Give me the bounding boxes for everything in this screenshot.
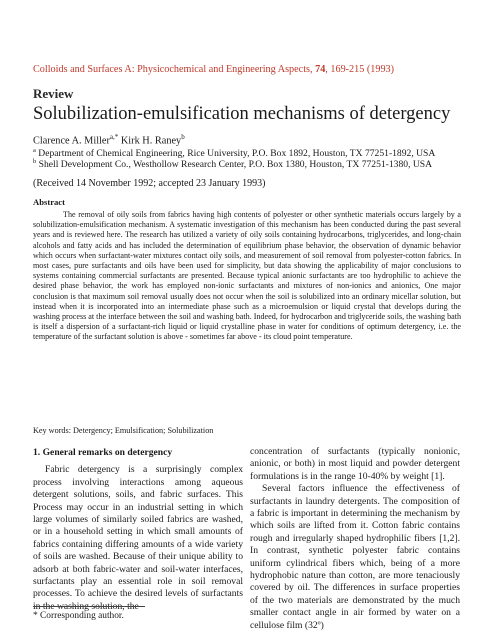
journal-volume: 74 bbox=[315, 64, 326, 75]
paper-title: Solubilization-emulsification mechanisms of detergency bbox=[33, 104, 451, 124]
body-paragraph: Fabric detergency is a surprisingly complex process involving interactions among aqueous detergent solutions, soils, and fabric surfaces. This Process may occur in an industrial setting in which large volumes of similarly soiled fabrics are washed, or in a household setting in which small amounts of fabrics containing differing amounts of a wide variety of soils are washed. Because of their unique ability to adsorb at both fabric-water and soil-water interfaces, surfactants play an essential role in soil removal processes. To achieve the desired levels of surfactants in the washing solution, the bbox=[33, 464, 243, 612]
affiliation-text: Department of Chemical Engineering, Rice University, P.O. Box 1892, Houston, TX 77251-1892, USA bbox=[35, 148, 436, 160]
corresponding-author-footnote: * Corresponding author. bbox=[33, 611, 124, 621]
received-dates: (Received 14 November 1992; accepted 23 January 1993) bbox=[33, 178, 266, 189]
body-paragraph: Several factors influence the effectiveness of surfactants in laundry detergents. The composition of a fabric is important in determining the mechanism by which soils are lifted from it. Cotton fabric contains rough and irregularly shaped hydrophilic fibers [1,2]. In contrast, synthetic polyester fabric contains uniform cylindrical fibers which, being of a more hydrophobic nature than cotton, are more tenaciously covered by oil. The differences in surface properties of the two materials are demonstrated by the much smaller contact angle in air formed by water on a cellulose film (32º) bbox=[250, 483, 460, 631]
article-type-label: Review bbox=[33, 86, 74, 101]
section-heading: 1. General remarks on detergency bbox=[33, 447, 173, 458]
footnote-divider bbox=[33, 606, 145, 607]
body-column-right bbox=[250, 446, 460, 632]
abstract-heading: Abstract bbox=[33, 197, 65, 207]
journal-citation bbox=[33, 64, 473, 75]
author-affiliation-mark: b bbox=[181, 133, 185, 141]
journal-name: Colloids and Surfaces A: Physicochemical and Engineering Aspects, bbox=[33, 64, 313, 75]
author-affiliation-mark: a,* bbox=[109, 133, 119, 141]
affiliation-b bbox=[33, 156, 483, 170]
author-name: Kirk H. Raney bbox=[118, 135, 182, 147]
body-column-left bbox=[33, 447, 243, 613]
body-paragraph: concentration of surfactants (typically nonionic, anionic, or both) in most liquid and powder detergent formulations is in the range 10-40% by weight [1]. bbox=[250, 446, 460, 482]
affiliation-mark: a bbox=[33, 147, 36, 154]
affiliation-mark: b bbox=[33, 158, 37, 165]
abstract-text: The removal of oily soils from fabrics having high contents of polyester or other synthetic materials occurs largely by a solubilization-emulsification mechanism. A systematic investigation of this mechanism has been conducted during the past several years and is reviewed here. The research has utilized a variety of oily soils containing hydrocarbons, triglycerides, and long-chain alcohols and fatty acids and has included the determination of equilibrium phase behavior, the observation of dynamic behavior which occurs when surfactant-water mixtures contact oily soils, and measurement of soil removal from polyester-cotton fabrics. In most cases, pure surfactants and oils have been used for simplicity, but data showing the applicability of major conclusions to systems containing commercial surfactants are presented. Because typical anionic surfactants are too hydrophilic to achieve the desired phase behavior, the work has employed non-ionic surfactants and mixtures of non-ionics and anionics, One major conclusion is that maximum soil removal usually does not occur when the soil is solubilized into an ordinary micellar solution, but instead when it is incorporated into an intermediate phase such as a microemulsion or liquid crystal that develops during the washing process at the interface between the soil and washing bath. Indeed, for hydrocarbon and triglyceride soils, the washing bath is itself a dispersion of a surfactant-rich liquid or liquid crystalline phase in water for conditions of optimum detergency, i.e. the temperature of the surfactant solution is above - sometimes far above - its cloud point temperature. bbox=[33, 210, 461, 342]
affiliation-text: Shell Development Co., Westhollow Research Center, P.O. Box 1380, Houston, TX 77251-1380, USA bbox=[36, 159, 433, 171]
author-name: Clarence A. Miller bbox=[33, 135, 110, 147]
journal-pages: , 169-215 (1993) bbox=[325, 64, 395, 75]
keywords: Key words: Detergency; Emulsification; Solubilization bbox=[33, 426, 214, 435]
